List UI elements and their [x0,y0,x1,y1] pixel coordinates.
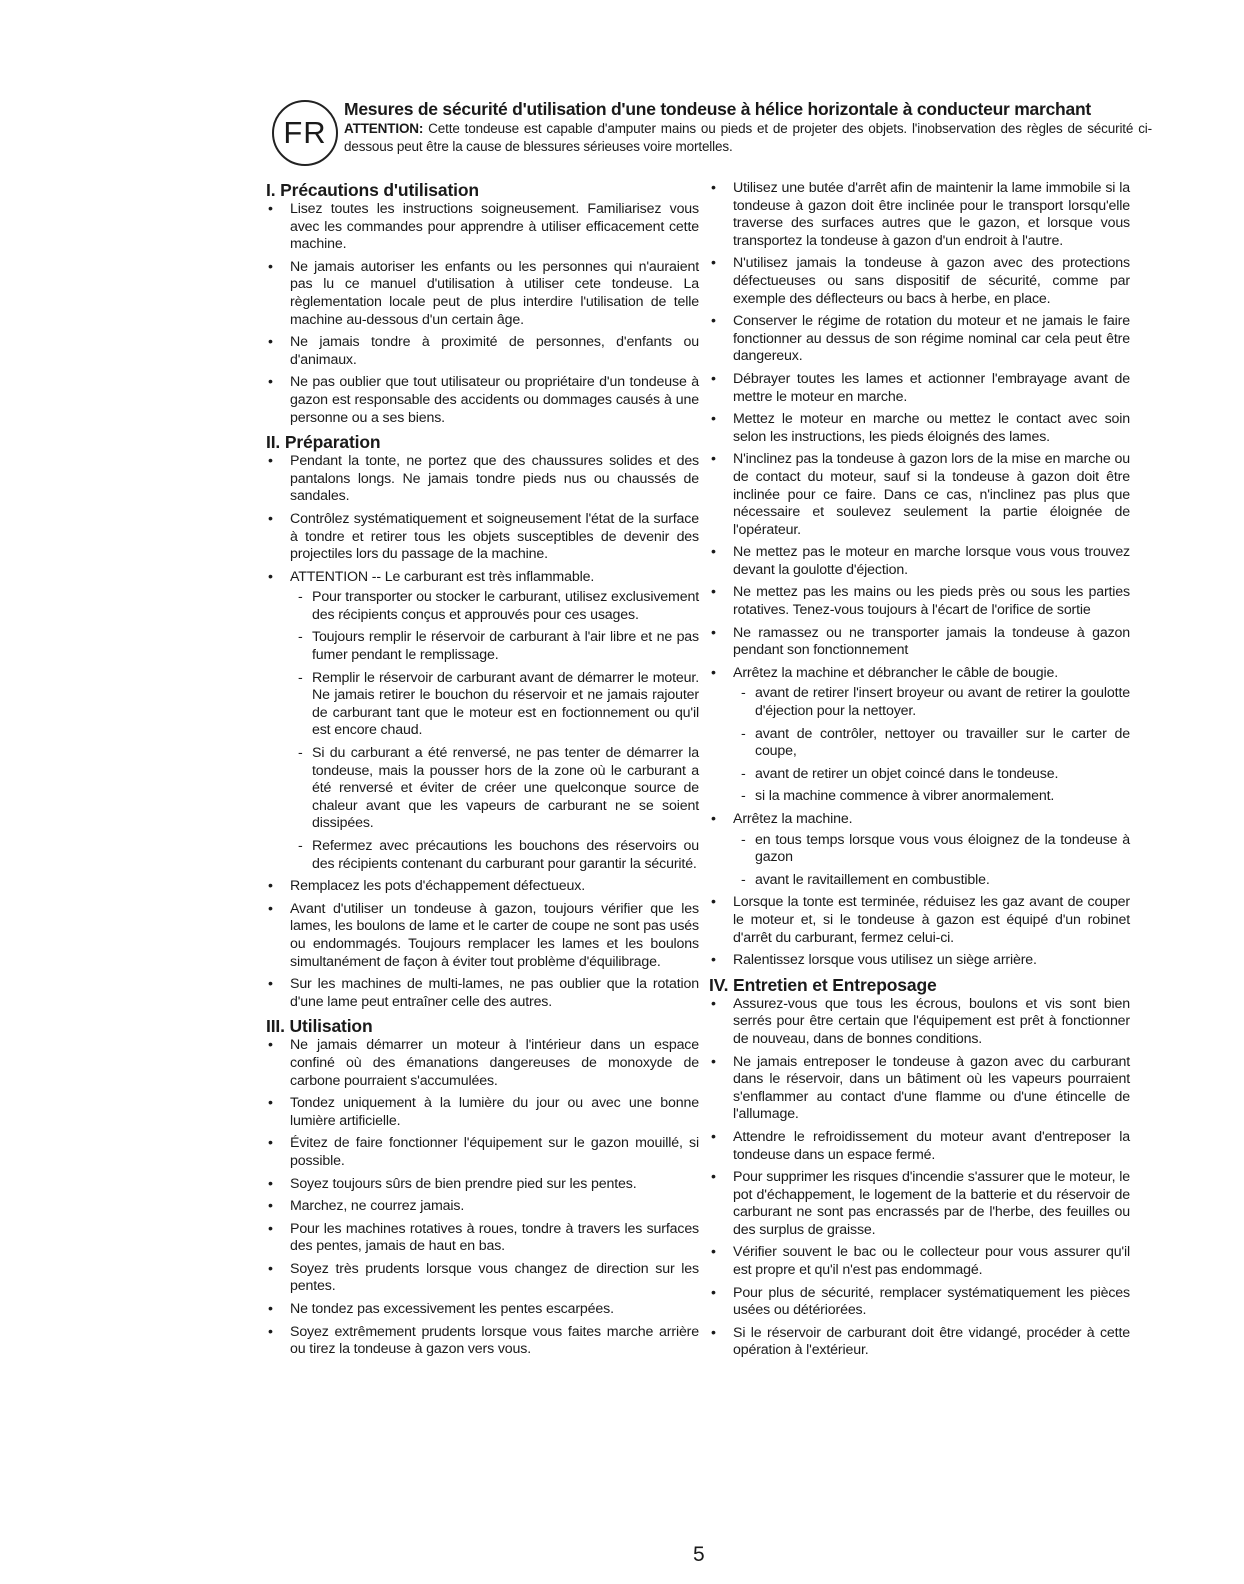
sub-item: - avant de contrôler, nettoyer ou travailler sur le carter de coupe, [733,726,1130,761]
page-title: Mesures de sécurité d'utilisation d'une tondeuse à hélice horizontale à conducteur marchant [344,99,1091,119]
list-item: • Ne ramassez ou ne transporter jamais la tondeuse à gazon pendant son fonctionnement [705,625,1130,660]
warning-label: ATTENTION: [344,121,424,136]
utilisation-list-continued [705,180,1130,970]
list-item [705,811,1130,889]
list-item [705,665,1130,806]
list-item: • Ne mettez pas les mains ou les pieds près ou sous les parties rotatives. Tenez-vous toujours à l'écart de l'orifice de sortie [705,584,1130,619]
section-title-precautions: I. Précautions d'utilisation [266,180,479,200]
list-item: • Vérifier souvent le bac ou le collecteur pour vous assurer qu'il est propre et qu'il n'est pas endommagé. [705,1244,1130,1279]
list-item: • Ne jamais démarrer un moteur à l'intérieur dans un espace confiné où des émanations dangereuses de monoxyde de carbone pourraient s'accumulées. [262,1037,699,1090]
section-title-utilisation: III. Utilisation [266,1016,373,1037]
sub-item: - Remplir le réservoir de carburant avant de démarrer le moteur. Ne jamais retirer le bouchon du réservoir et ne jamais rajouter de carburant tant que le moteur est en foctionnement ou qu'il est encore chaud. [290,670,699,740]
list-item: • Ne jamais autoriser les enfants ou les personnes qui n'auraient pas lu ce manuel d'utilisation à utiliser cete tondeuse. La règlementation locale peut de plus interdire l'utilisation de telle machine au-dessous d'un certain âge. [262,259,699,329]
list-item: • Ne jamais entreposer le tondeuse à gazon avec du carburant dans le réservoir, dans un bâtiment où les vapeurs pourraient s'enflammer au contact d'une flamme ou d'une étincelle de l'allumage. [705,1054,1130,1124]
sub-item: - en tous temps lorsque vous vous éloignez de la tondeuse à gazon [733,832,1130,867]
list-item: • Contrôlez systématiquement et soigneusement l'état de la surface à tondre et retirer tous les objets susceptibles de devenir des projectiles lors du passage de la machine. [262,511,699,564]
list-item: • Remplacez les pots d'échappement défectueux. [262,878,699,896]
list-item: • Conserver le régime de rotation du moteur et ne jamais le faire fonctionner au dessus de son régime nominal car cela peut être dangereux. [705,313,1130,366]
list-item: • Ne mettez pas le moteur en marche lorsque vous vous trouvez devant la goulotte d'éjection. [705,544,1130,579]
list-item: • Lisez toutes les instructions soigneusement. Familiarisez vous avec les commandes pour apprendre à utiliser efficacement cette machine. [262,201,699,254]
halt-sublist [733,832,1130,890]
list-item: • Tondez uniquement à la lumière du jour ou avec une bonne lumière artificielle. [262,1095,699,1130]
list-item: • Évitez de faire fonctionner l'équipement sur le gazon mouillé, si possible. [262,1135,699,1170]
list-item: • Soyez extrêmement prudents lorsque vous faites marche arrière ou tirez la tondeuse à gazon vers vous. [262,1324,699,1359]
stop-instruction: Arrêtez la machine et débrancher le câble de bougie. [733,664,1059,681]
list-item: • Marchez, ne courrez jamais. [262,1198,699,1216]
list-item: • Sur les machines de multi-lames, ne pas oublier que la rotation d'une lame peut entraîner celle des autres. [262,976,699,1011]
list-item: • Assurez-vous que tous les écrous, boulons et vis sont bien serrés pour être certain que l'équipement est prêt à fonctionner de nouveau, dans de bonnes conditions. [705,996,1130,1049]
list-item: • Pendant la tonte, ne portez que des chaussures solides et des pantalons longs. Ne jamais tondre pieds nus ou chaussés de sandales. [262,453,699,506]
list-item: • Débrayer toutes les lames et actionner l'embrayage avant de mettre le moteur en marche. [705,371,1130,406]
sub-item: - si la machine commence à vibrer anormalement. [733,788,1130,806]
fuel-warning: ATTENTION -- Le carburant est très inflammable. [290,568,595,585]
entretien-list [705,996,1130,1360]
stop-sublist [733,685,1130,806]
list-item: • N'utilisez jamais la tondeuse à gazon avec des protections défectueuses ou sans dispositif de sécurité, comme par exemple des déflecteurs ou bacs à herbe, en place. [705,255,1130,308]
sub-item: - avant de retirer l'insert broyeur ou avant de retirer la goulotte d'éjection pour la nettoyer. [733,685,1130,720]
language-badge: FR [272,100,338,166]
list-item: • N'inclinez pas la tondeuse à gazon lors de la mise en marche ou de contact du moteur, sauf si la tondeuse à gazon doit être inclinée pour ce faire. Dans ce cas, n'inclinez pas plus que nécessaire et soulevez seulement la partie éloignée de l'opérateur. [705,451,1130,539]
sub-item: - Si du carburant a été renversé, ne pas tenter de démarrer la tondeuse, mais la pousser hors de la zone où le carburant a été renversé et éviter de créer une quelconque source de chaleur avant que les vapeurs de carburant ne se soient dissipées. [290,745,699,833]
sub-item: - Pour transporter ou stocker le carburant, utilisez exclusivement des récipients conçus et approuvés pour ces usages. [290,589,699,624]
halt-instruction: Arrêtez la machine. [733,811,853,827]
warning-text: Cette tondeuse est capable d'amputer mains ou pieds et de projeter des objets. l'inobservation des règles de sécurité ci-dessous peut être la cause de blessures sérieuses voire mortelles. [344,121,1152,154]
section-title-entretien: IV. Entretien et Entreposage [709,974,937,995]
list-item: • Avant d'utiliser un tondeuse à gazon, toujours vérifier que les lames, les boulons de lame et le carter de coupe ne sont pas usés ou endommagés. Toujours remplacer les lames et les boulons simultanément de façon à éviter tout problème d'équilibrage. [262,901,699,971]
list-item: • Pour plus de sécurité, remplacer systématiquement les pièces usées ou détériorées. [705,1285,1130,1320]
list-item: • Soyez très prudents lorsque vous changez de direction sur les pentes. [262,1261,699,1296]
list-item: • Si le réservoir de carburant doit être vidangé, procéder à cette opération à l'extérieur. [705,1325,1130,1360]
list-item: • Soyez toujours sûrs de bien prendre pied sur les pentes. [262,1176,699,1194]
list-item: • Lorsque la tonte est terminée, réduisez les gaz avant de couper le moteur et, si le tondeuse à gazon est équipé d'un robinet d'arrêt du carburant, fermez celui-ci. [705,894,1130,947]
sub-item: - Toujours remplir le réservoir de carburant à l'air libre et ne pas fumer pendant le remplissage. [290,629,699,664]
list-item: • Ne pas oublier que tout utilisateur ou propriétaire d'un tondeuse à gazon est responsable des accidents ou dommages causés à une personne ou a ses biens. [262,374,699,427]
fuel-sublist [290,589,699,873]
page-number: 5 [693,1543,705,1566]
list-item: • Mettez le moteur en marche ou mettez le contact avec soin selon les instructions, les pieds éloignés des lames. [705,411,1130,446]
list-item: • Pour supprimer les risques d'incendie s'assurer que le moteur, le pot d'échappement, le logement de la batterie et du réservoir de carburant ne sont pas encrassés par de l'herbe, des feuilles ou des surplus de graisse. [705,1169,1130,1239]
list-item [262,569,699,874]
preparation-list [262,453,699,1011]
list-item: • Ne tondez pas excessivement les pentes escarpées. [262,1301,699,1319]
left-column [262,180,699,1364]
section-title-preparation: II. Préparation [266,432,381,453]
precautions-list [262,201,699,427]
list-item: • Utilisez une butée d'arrêt afin de maintenir la lame immobile si la tondeuse à gazon doit être inclinée pour le transport lorsqu'elle traverse des surfaces autres que le gazon, et lorsque vous transportez la tondeuse à gazon d'un endroit à l'autre. [705,180,1130,250]
list-item: • Attendre le refroidissement du moteur avant d'entreposer la tondeuse dans un espace fermé. [705,1129,1130,1164]
right-column [705,180,1130,1365]
sub-item: - avant le ravitaillement en combustible. [733,872,1130,890]
sub-item: - Refermez avec précautions les bouchons des réservoirs ou des récipients contenant du carburant pour garantir la sécurité. [290,838,699,873]
header-text [344,98,1152,156]
sub-item: - avant de retirer un objet coincé dans le tondeuse. [733,766,1130,784]
list-item: • Ralentissez lorsque vous utilisez un siège arrière. [705,952,1130,970]
list-item: • Pour les machines rotatives à roues, tondre à travers les surfaces des pentes, jamais de haut en bas. [262,1221,699,1256]
list-item: • Ne jamais tondre à proximité de personnes, d'enfants ou d'animaux. [262,334,699,369]
warning-notice [344,120,1152,156]
utilisation-list [262,1037,699,1359]
